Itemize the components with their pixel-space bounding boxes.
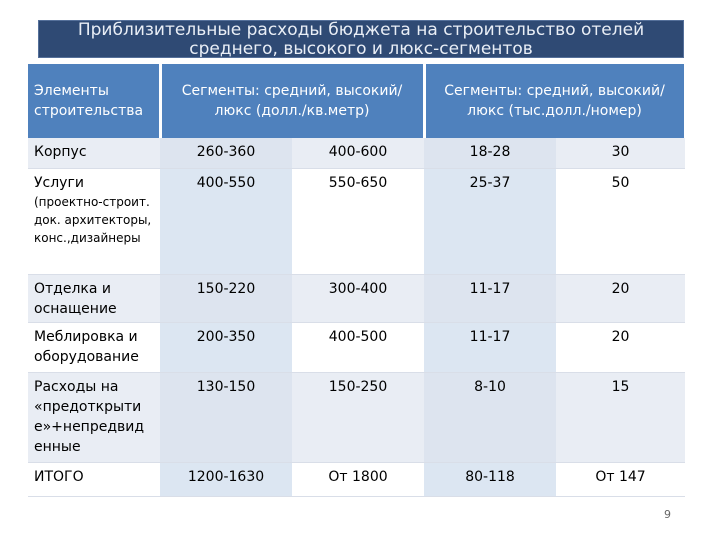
cell-mid-room: 11-17 (424, 322, 556, 372)
table-row-total (28, 462, 685, 496)
table-row (28, 322, 685, 372)
row-label: Корпус (28, 138, 160, 168)
header-cost-per-room: Сегменты: средний, высокий/ люкс (тыс.долл./номер) (424, 64, 685, 138)
budget-table (28, 64, 687, 497)
slide-title: Приблизительные расходы бюджета на строительство отелей среднего, высокого и люкс-сегментов (38, 20, 684, 58)
cell-mid-room: 11-17 (424, 274, 556, 322)
cell-mid-room: 80-118 (424, 462, 556, 496)
cell-lux-sqm: От 1800 (292, 462, 424, 496)
cell-mid-sqm: 260-360 (160, 138, 292, 168)
cell-lux-room: 20 (556, 274, 685, 322)
row-sublabel: (проектно-строит. док. архитекторы, конс.,дизайнеры (34, 194, 152, 245)
table-header-row (28, 64, 685, 138)
cell-lux-room: От 147 (556, 462, 685, 496)
cell-lux-sqm: 150-250 (292, 372, 424, 462)
table-row (28, 274, 685, 322)
cell-lux-sqm: 400-500 (292, 322, 424, 372)
cell-lux-sqm: 550-650 (292, 168, 424, 274)
cell-mid-sqm: 130-150 (160, 372, 292, 462)
header-cost-per-sqm: Сегменты: средний, высокий/ люкс (долл./кв.метр) (160, 64, 424, 138)
cell-mid-sqm: 400-550 (160, 168, 292, 274)
cell-mid-sqm: 150-220 (160, 274, 292, 322)
row-label: Меблировка и оборудование (28, 322, 160, 372)
cell-mid-room: 8-10 (424, 372, 556, 462)
table-row (28, 138, 685, 168)
cell-lux-sqm: 300-400 (292, 274, 424, 322)
cell-lux-sqm: 400-600 (292, 138, 424, 168)
cell-lux-room: 50 (556, 168, 685, 274)
cell-mid-sqm: 1200-1630 (160, 462, 292, 496)
header-elements: Элементы строительства (28, 64, 160, 138)
cell-lux-room: 30 (556, 138, 685, 168)
row-label: Расходы на «предоткрыти е»+непредвид енные (28, 372, 160, 462)
row-label: Услуги (34, 174, 84, 191)
cell-mid-sqm: 200-350 (160, 322, 292, 372)
row-label: Отделка и оснащение (28, 274, 160, 322)
cell-mid-room: 18-28 (424, 138, 556, 168)
cell-lux-room: 20 (556, 322, 685, 372)
row-label: ИТОГО (28, 462, 160, 496)
cell-lux-room: 15 (556, 372, 685, 462)
page-number: 9 (664, 508, 671, 521)
table-row (28, 168, 685, 274)
cell-mid-room: 25-37 (424, 168, 556, 274)
row-label-cell (28, 168, 160, 274)
table-row (28, 372, 685, 462)
